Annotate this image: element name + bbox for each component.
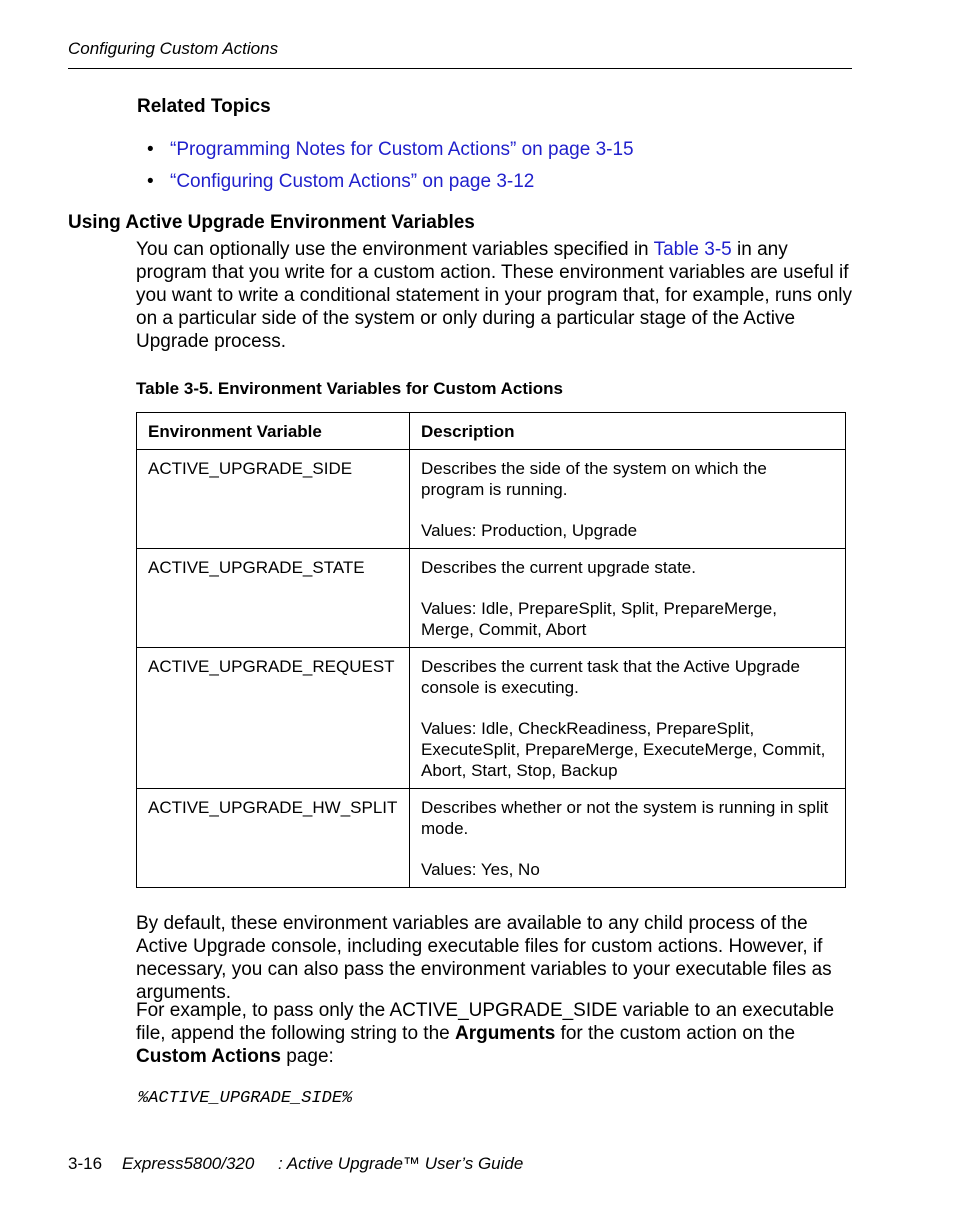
- section-heading: Using Active Upgrade Environment Variables: [68, 212, 475, 233]
- description-text: Describes the current upgrade state.: [421, 558, 696, 577]
- description-cell: [410, 648, 846, 789]
- bullet-icon: •: [147, 139, 154, 160]
- related-topics-list: [147, 137, 634, 201]
- column-header-description: Description: [410, 413, 846, 450]
- related-link-programming-notes[interactable]: “Programming Notes for Custom Actions” on page 3-15: [170, 139, 634, 160]
- example-text-1: For example, to pass only the ACTIVE_UPGRADE_SIDE variable to an executable file, append the following string to the: [136, 1000, 835, 1044]
- intro-paragraph: [136, 238, 856, 353]
- page-number: 3-16: [68, 1154, 103, 1173]
- table-row: [137, 648, 846, 789]
- arguments-term: Arguments: [454, 1023, 556, 1044]
- description-cell: [410, 450, 846, 549]
- values-text: Values: Production, Upgrade: [421, 521, 638, 540]
- intro-text-end: in any program that you write for a custom action. These environment variables are useful if you want to write a conditional statement in your program that, for example, runs only on a particular side of the system or only during a particular stage of the Active Upgrade process.: [136, 239, 853, 352]
- related-link-configuring-custom-actions[interactable]: “Configuring Custom Actions” on page 3-12: [170, 171, 535, 192]
- example-text-2: for the custom action on the: [555, 1023, 796, 1044]
- values-text: Values: Yes, No: [421, 860, 540, 879]
- table-row: [137, 549, 846, 648]
- variable-cell: ACTIVE_UPGRADE_STATE: [137, 549, 410, 648]
- description-cell: [410, 549, 846, 648]
- description-cell: [410, 789, 846, 888]
- custom-actions-term: Custom Actions: [136, 1046, 281, 1067]
- related-topics-heading: Related Topics: [137, 96, 271, 117]
- example-paragraph: [136, 999, 856, 1068]
- description-text: Describes whether or not the system is running in split mode.: [421, 798, 829, 838]
- table-row: [137, 450, 846, 549]
- values-text: Values: Idle, PrepareSplit, Split, PrepareMerge, Merge, Commit, Abort: [421, 599, 777, 639]
- example-text-3: page:: [280, 1046, 334, 1067]
- bullet-icon: •: [147, 171, 154, 192]
- table-header-row: [137, 413, 846, 450]
- table-caption: Table 3-5. Environment Variables for Custom Actions: [136, 379, 563, 398]
- variable-cell: ACTIVE_UPGRADE_REQUEST: [137, 648, 410, 789]
- running-header: Configuring Custom Actions: [68, 39, 279, 58]
- values-text: Values: Idle, CheckReadiness, PrepareSplit, ExecuteSplit, PrepareMerge, ExecuteMerge, Commit, Abort, Start, Stop, Backup: [421, 719, 826, 780]
- code-sample: %ACTIVE_UPGRADE_SIDE%: [138, 1089, 353, 1108]
- intro-text-start: You can optionally use the environment variables specified in: [136, 239, 654, 260]
- default-availability-paragraph: By default, these environment variables are available to any child process of the Active Upgrade console, including executable files for custom actions. However, if necessary, you can also pass the environment variables to your executable files as arguments.: [136, 913, 832, 1003]
- page-footer: [68, 1154, 523, 1174]
- description-text: Describes the side of the system on which the program is running.: [421, 459, 767, 499]
- header-rule: [68, 68, 852, 69]
- guide-title: Express5800/320 : Active Upgrade™ User’s Guide: [122, 1154, 524, 1173]
- description-text: Describes the current task that the Active Upgrade console is executing.: [421, 657, 800, 697]
- table-3-5-link[interactable]: Table 3-5: [653, 239, 732, 260]
- environment-variables-table: [136, 412, 846, 888]
- column-header-variable: Environment Variable: [137, 413, 410, 450]
- list-item: [147, 137, 634, 169]
- variable-cell: ACTIVE_UPGRADE_SIDE: [137, 450, 410, 549]
- table-row: [137, 789, 846, 888]
- list-item: [147, 169, 634, 201]
- variable-cell: ACTIVE_UPGRADE_HW_SPLIT: [137, 789, 410, 888]
